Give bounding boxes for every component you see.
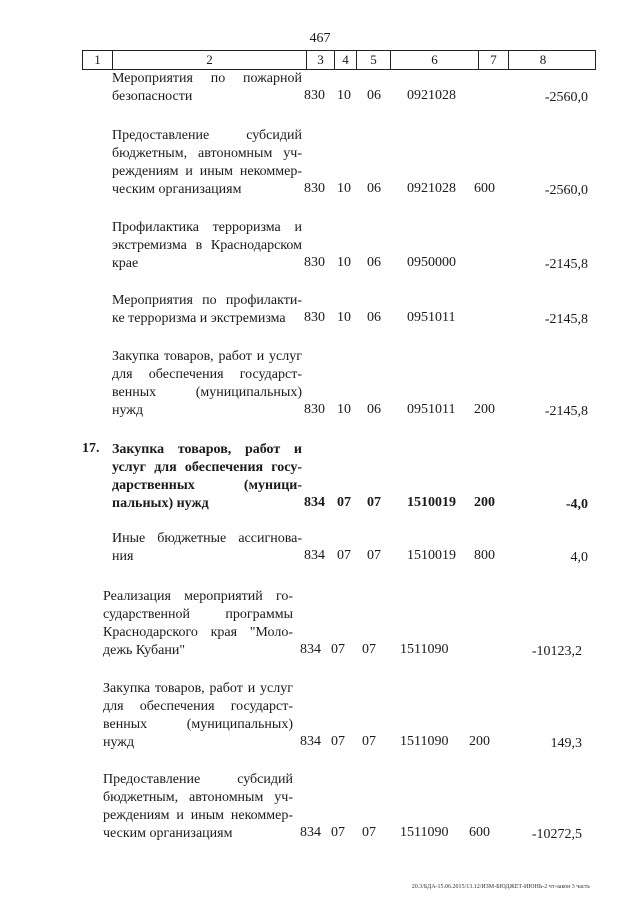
cell-amount: -2145,8 [544,312,588,327]
cell-c6: 1511090 [400,642,449,657]
description-line: Профилактика терроризма и [112,220,302,235]
cell-c3: 830 [304,402,325,417]
cell-c5: 07 [362,825,376,840]
header-cell-2: 2 [113,51,307,69]
description-line: Реализация мероприятий го- [103,589,293,604]
cell-c3: 834 [300,734,321,749]
cell-c6: 0950000 [407,255,456,270]
description-line: реждениям и иным некоммер- [103,808,293,823]
description-line: Предоставление субсидий [103,772,293,787]
header-cell-5: 5 [357,51,391,69]
description-line: нужд [112,403,144,418]
cell-amount: -2145,8 [544,404,588,419]
row-description [112,292,302,328]
cell-c4: 10 [337,88,351,103]
cell-c3: 830 [304,310,325,325]
cell-c6: 1511090 [400,825,449,840]
cell-c5: 06 [367,402,381,417]
cell-c4: 10 [337,181,351,196]
cell-c6: 1510019 [407,548,456,563]
row-description [112,70,302,106]
description-line: бюджетным, автономным уч- [103,790,293,805]
cell-c3: 830 [304,255,325,270]
description-line: нужд [103,735,135,750]
row-description [112,127,302,199]
description-line: Краснодарского края "Моло- [103,625,293,640]
cell-c3: 834 [304,548,325,563]
footer-note: 20.3/БДА-15.06.2015/13.12/ИЗМ-БЮДЖЕТ-ИЮНЬ-2 чт-закон 3 часть [411,884,590,890]
cell-c7: 600 [474,181,495,196]
cell-c6: 0951011 [407,310,456,325]
row-description [112,219,302,273]
cell-c7: 200 [474,495,495,510]
cell-c6: 0921028 [407,181,456,196]
description-line: Закупка товаров, работ и услуг [103,681,293,696]
description-line: Закупка товаров, работ и услуг [112,349,302,364]
description-line: экстремизма в Краснодарском [112,238,302,253]
cell-c4: 07 [331,734,345,749]
description-line: Мероприятия по пожарной [112,71,302,86]
cell-c4: 10 [337,310,351,325]
cell-amount: 4,0 [570,550,588,565]
header-cell-4: 4 [335,51,357,69]
description-line: дарственных (муници- [112,478,302,493]
row-description [112,530,302,566]
description-line: ческим организациям [103,826,233,841]
row-description [103,588,293,660]
cell-c4: 10 [337,402,351,417]
description-line: ния [112,549,134,564]
cell-amount: -10123,2 [531,644,582,659]
description-line: безопасности [112,89,193,104]
description-line: услуг для обеспечения госу- [112,460,302,475]
cell-c5: 07 [362,642,376,657]
cell-amount: -2560,0 [544,90,588,105]
cell-c5: 06 [367,181,381,196]
cell-c7: 800 [474,548,495,563]
description-line: венных (муниципальных) [103,717,293,732]
description-line: сударственной программы [103,607,293,622]
row-description [103,771,293,843]
cell-c5: 06 [367,88,381,103]
cell-c6: 0921028 [407,88,456,103]
cell-amount: -10272,5 [531,827,582,842]
cell-c5: 06 [367,255,381,270]
cell-c5: 07 [367,495,381,510]
cell-c7: 200 [474,402,495,417]
cell-c5: 06 [367,310,381,325]
table-header [82,50,596,70]
cell-amount: -4,0 [565,497,588,512]
cell-c3: 830 [304,88,325,103]
cell-c4: 07 [337,495,351,510]
description-line: венных (муниципальных) [112,385,302,400]
cell-c3: 834 [304,495,325,510]
cell-c4: 07 [331,642,345,657]
description-line: ке терроризма и экстремизма [112,311,286,326]
description-line: бюджетным, автономным уч- [112,146,302,161]
cell-c6: 1511090 [400,734,449,749]
header-cell-7: 7 [479,51,509,69]
description-line: пальных) нужд [112,496,209,511]
cell-amount: 149,3 [550,736,582,751]
cell-c4: 07 [337,548,351,563]
cell-c6: 0951011 [407,402,456,417]
cell-c5: 07 [362,734,376,749]
header-cell-6: 6 [391,51,479,69]
description-line: реждениям и иным некоммер- [112,164,302,179]
header-cell-8: 8 [539,52,547,67]
cell-c3: 834 [300,825,321,840]
cell-c3: 834 [300,642,321,657]
cell-c5: 07 [367,548,381,563]
row-index: 17. [82,441,100,456]
page-number: 467 [309,31,331,46]
description-line: крае [112,256,139,271]
row-description [112,441,302,513]
cell-c4: 07 [331,825,345,840]
cell-c4: 10 [337,255,351,270]
cell-amount: -2145,8 [544,257,588,272]
row-description [103,680,293,752]
description-line: дежь Кубани" [103,643,186,658]
description-line: ческим организациям [112,182,242,197]
description-line: для обеспечения государст- [112,367,302,382]
cell-c7: 600 [469,825,490,840]
cell-c6: 1510019 [407,495,456,510]
header-cell-3: 3 [307,51,335,69]
cell-amount: -2560,0 [544,183,588,198]
cell-c7: 200 [469,734,490,749]
description-line: Закупка товаров, работ и [112,442,302,457]
description-line: для обеспечения государст- [103,699,293,714]
header-cell-1: 1 [83,51,113,69]
description-line: Иные бюджетные ассигнова- [112,531,302,546]
row-description [112,348,302,420]
description-line: Мероприятия по профилакти- [112,293,302,308]
description-line: Предоставление субсидий [112,128,302,143]
cell-c3: 830 [304,181,325,196]
